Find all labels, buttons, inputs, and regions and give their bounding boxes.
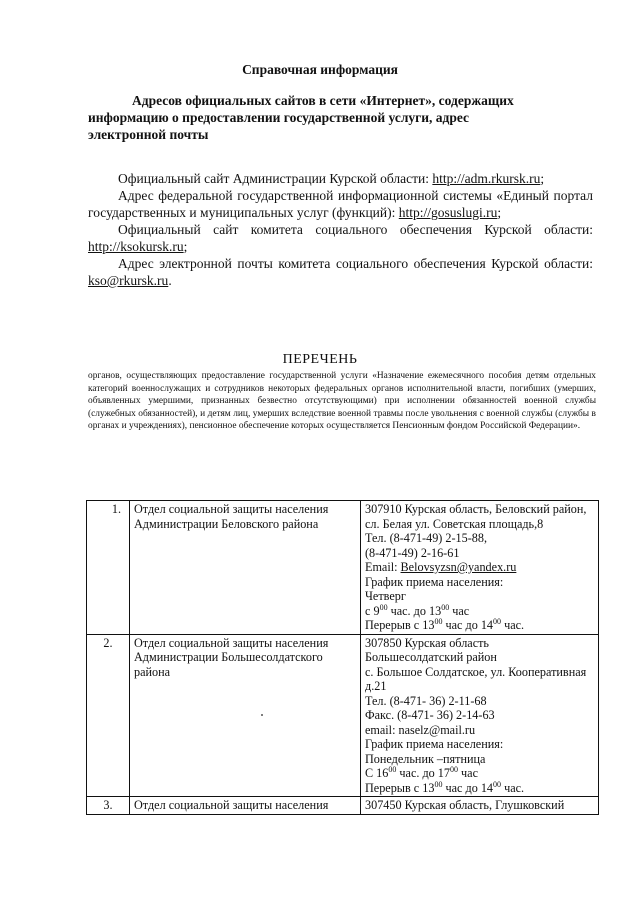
email-line — [365, 560, 594, 575]
address-line-3: с. Большое Солдатское, ул. Кооперативная д.21 — [365, 664, 587, 693]
email-link[interactable]: Belovsyzsn@yandex.ru — [400, 560, 517, 574]
minutes-sup: 00 — [450, 764, 458, 774]
break-unit: час. — [501, 618, 525, 632]
schedule-days: Понедельник –пятница — [365, 751, 486, 766]
organization-name: Отдел социальной защиты населения Администрации Беловского района — [130, 501, 361, 635]
organization-name: Отдел социальной защиты населения — [130, 797, 361, 815]
minutes-sup: 00 — [379, 602, 388, 612]
subtitle-line-3: электронной почты — [88, 127, 209, 142]
schedule-label: График приема населения: — [365, 737, 504, 751]
organizations-table — [86, 500, 599, 815]
list-description: органов, осуществляющих предоставление государственной услуги «Назначение ежемесячного пособия детям отдельных категорий военнослужащих и сотрудников некоторых федеральных органов исполнительной власти, погибших (умерших, объявленных умершими, признанных безвестно отсутствующими) при исполнении обязанностей военной службы (служебных обязанностей), и детям лиц, умерших вследствие военной травмы после увольнения с военной службы (службы в органах и учреждениях), пенсионное обеспечение которых осуществляется Пенсионным фондом Российской Федерации». — [88, 371, 596, 432]
phone-1: Тел. (8-471-49) 2-15-88, — [365, 531, 488, 545]
row-number: 1. — [87, 501, 130, 635]
organization-contacts — [361, 797, 599, 815]
table-row — [87, 501, 599, 635]
info-paragraph-admin — [88, 170, 593, 187]
subtitle-line-2: информацию о предоставлении государственной услуги, адрес — [88, 110, 470, 125]
minutes-sup: 00 — [434, 779, 443, 789]
schedule-hours — [365, 604, 594, 619]
gosuslugi-link[interactable]: http://gosuslugi.ru — [398, 205, 498, 220]
minutes-sup: 00 — [434, 616, 443, 626]
minutes-sup: 00 — [388, 764, 397, 774]
email-line — [365, 723, 594, 738]
minutes-sup: 00 — [441, 602, 450, 612]
schedule-days: Четверг — [365, 589, 406, 603]
hours-unit: час — [449, 603, 470, 618]
hours-to: час. до 13 — [387, 603, 442, 618]
info-text-end: . — [168, 273, 172, 288]
info-text-end: ; — [497, 205, 502, 220]
minutes-sup: 00 — [493, 779, 502, 789]
info-text: Официальный сайт комитета социального обеспечения Курской области: — [118, 222, 593, 237]
info-text: Адрес электронной почты комитета социального обеспечения Курской области: — [118, 256, 593, 271]
row-number: 3. — [87, 797, 130, 815]
address-line-2: Большесолдатский район — [365, 650, 497, 664]
page-title: Справочная информация — [242, 62, 398, 77]
subtitle-line-1: Адресов официальных сайтов в сети «Интернет», содержащих — [132, 93, 514, 108]
break-to: час до 14 — [442, 780, 494, 795]
break-unit: час. — [501, 780, 525, 795]
hours-unit: час — [458, 766, 478, 780]
address: 307910 Курская область, Беловский район, сл. Белая ул. Советская площадь,8 — [365, 502, 587, 531]
hours-to: час. до 17 — [396, 766, 450, 780]
document-subtitle — [88, 92, 591, 143]
kso-site-link[interactable]: http://ksokursk.ru — [88, 239, 184, 254]
phone-2: (8-471-49) 2-16-61 — [365, 545, 460, 560]
info-paragraph-gosuslugi — [88, 187, 593, 221]
organization-name: Отдел социальной защиты населения Администрации Большесолдатского района — [130, 634, 361, 797]
info-paragraph-kso-email — [88, 255, 593, 289]
table-row — [87, 797, 599, 815]
break-to: час до 14 — [442, 618, 494, 632]
schedule-break — [365, 618, 594, 633]
email-label: Email: — [365, 560, 401, 574]
address: 307450 Курская область, Глушковский — [365, 798, 565, 812]
scan-speck — [261, 714, 263, 716]
break-from: Перерыв с 13 — [365, 780, 435, 795]
schedule-hours — [365, 766, 594, 781]
email-link[interactable]: naselz@mail.ru — [398, 722, 476, 737]
phone: Тел. (8-471- 36) 2-11-68 — [365, 693, 487, 708]
info-text: Адрес федеральной государственной информационной системы «Единый портал государственных и муниципальных услуг (функций): — [88, 188, 593, 220]
organization-contacts — [361, 501, 599, 635]
official-sites-block — [88, 170, 593, 289]
organization-contacts — [361, 634, 599, 797]
email-label: email: — [365, 722, 399, 737]
info-paragraph-kso-site — [88, 221, 593, 255]
minutes-sup: 00 — [493, 616, 502, 626]
hours-from: с 9 — [365, 603, 380, 618]
schedule-break — [365, 781, 594, 796]
kso-email-link[interactable]: kso@rkursk.ru — [88, 273, 169, 288]
row-number: 2. — [87, 634, 130, 797]
break-from: Перерыв с 13 — [365, 618, 435, 632]
adm-site-link[interactable]: http://adm.rkursk.ru — [432, 171, 541, 186]
table-row — [87, 634, 599, 797]
address-line-1: 307850 Курская область — [365, 635, 489, 650]
schedule-label: График приема населения: — [365, 574, 504, 589]
fax: Факс. (8-471- 36) 2-14-63 — [365, 708, 495, 722]
list-title: ПЕРЕЧЕНЬ — [282, 352, 358, 367]
info-text-end: ; — [540, 171, 545, 186]
info-text: Официальный сайт Администрации Курской области: — [118, 171, 433, 186]
hours-from: С 16 — [365, 766, 389, 780]
info-text-end: ; — [183, 239, 188, 254]
